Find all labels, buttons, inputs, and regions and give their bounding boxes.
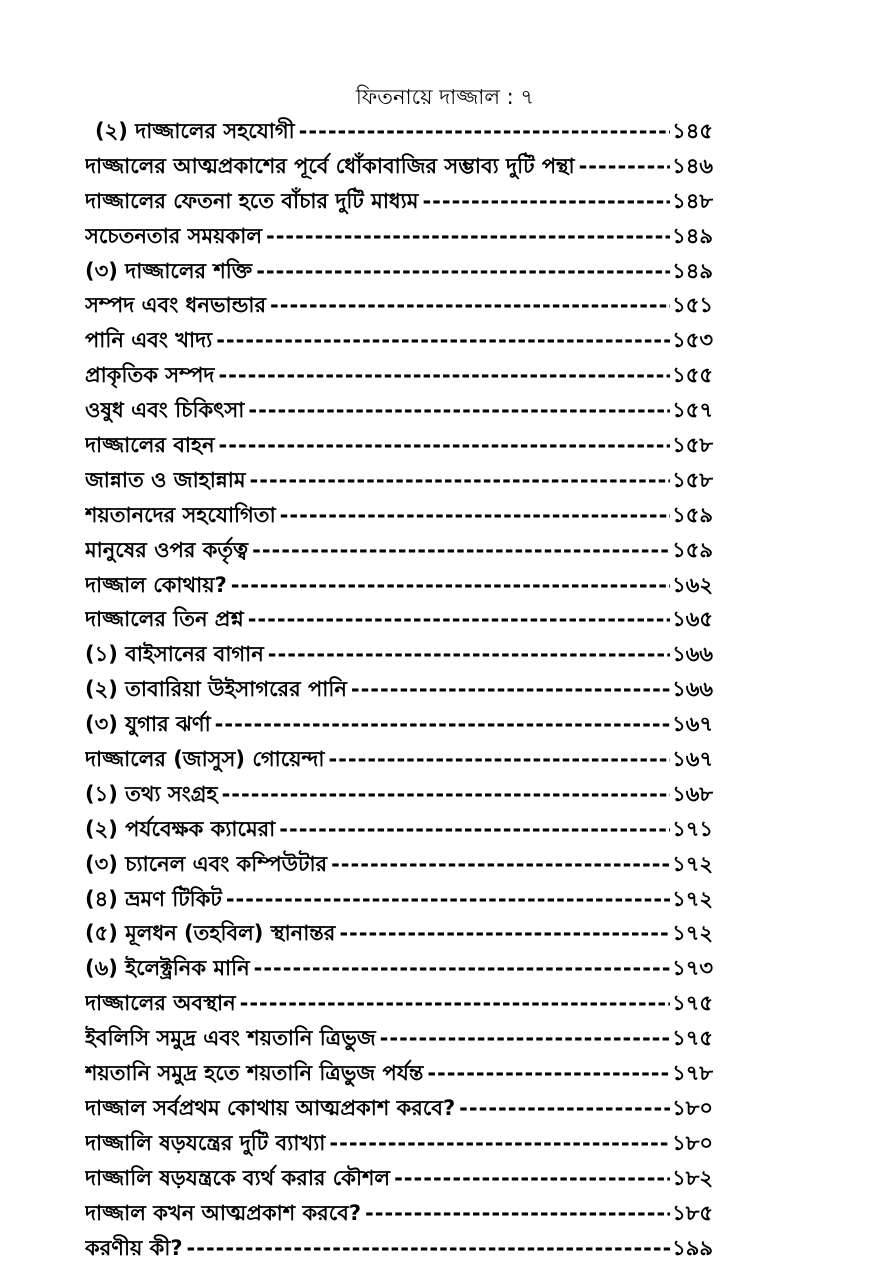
toc-entry-title: দাজ্জালের তিন প্রশ্ন <box>85 607 244 632</box>
toc-entry <box>85 672 713 707</box>
toc-entry <box>85 637 713 672</box>
toc-entry-title: সম্পদ এবং ধনভান্ডার <box>85 293 267 318</box>
toc-leader <box>339 916 670 951</box>
toc-entry <box>85 498 713 533</box>
toc-entry <box>85 602 713 637</box>
table-of-contents <box>85 114 713 1265</box>
toc-leader <box>279 812 670 847</box>
toc-entry-title: (২) পর্যবেক্ষক ক্যামেরা <box>85 816 276 841</box>
toc-entry <box>85 742 713 777</box>
toc-entry <box>85 1161 713 1196</box>
page-header: ফিতনায়ে দাজ্জাল : ৭ <box>355 85 535 109</box>
toc-leader <box>579 149 670 184</box>
toc-entry-page: ১৫৩ <box>672 328 713 353</box>
toc-leader <box>268 637 670 672</box>
toc-entry-page: ১৪৫ <box>672 119 713 143</box>
toc-leader <box>328 742 670 777</box>
toc-entry-title: (৫) মূলধন (তহবিল) স্থানান্তর <box>85 921 336 946</box>
toc-entry-page: ১৫৮ <box>672 433 713 458</box>
toc-leader <box>459 1091 670 1126</box>
toc-entry <box>85 533 713 568</box>
toc-leader <box>422 184 670 219</box>
toc-entry-page: ১৬৬ <box>672 642 713 667</box>
toc-leader <box>187 1231 671 1266</box>
toc-leader <box>380 1021 670 1056</box>
toc-entry <box>85 1091 713 1126</box>
toc-entry <box>85 916 713 951</box>
toc-entry-title: (১) বাইসানের বাগান <box>85 642 264 667</box>
toc-entry-title: জান্নাত ও জাহান্নাম <box>85 467 246 492</box>
toc-leader <box>215 707 670 742</box>
toc-entry <box>85 1056 713 1091</box>
toc-entry-page: ১৭২ <box>672 921 713 946</box>
toc-leader <box>250 463 671 498</box>
toc-leader <box>329 1126 670 1161</box>
toc-entry <box>85 184 713 219</box>
toc-entry <box>85 568 713 603</box>
toc-entry-title: (৩) চ্যানেল এবং কম্পিউটার <box>85 851 328 876</box>
toc-entry-title: দাজ্জালের (জাসুস) গোয়েন্দা <box>85 747 325 772</box>
toc-entry-page: ১৬২ <box>672 572 713 597</box>
toc-entry-title: দাজ্জাল সর্বপ্রথম কোথায় আত্মপ্রকাশ করবে? <box>85 1095 456 1120</box>
toc-entry-page: ১৭১ <box>672 816 713 841</box>
toc-entry-title: সচেতনতার সময়কাল <box>85 223 262 248</box>
toc-entry <box>85 463 713 498</box>
toc-entry <box>85 149 713 184</box>
toc-leader <box>240 986 670 1021</box>
toc-leader <box>331 847 670 882</box>
toc-entry-page: ১৪৯ <box>672 223 713 248</box>
toc-entry-page: ১৬৮ <box>672 781 713 806</box>
toc-entry-page: ১৭২ <box>672 886 713 911</box>
toc-entry-title: পানি এবং খাদ্য <box>85 328 213 353</box>
toc-leader <box>218 358 670 393</box>
toc-entry-title: দাজ্জালি ষড়যন্ত্রের দুটি ব্যাখ্যা <box>85 1130 326 1155</box>
toc-leader <box>256 254 670 289</box>
toc-entry-page: ১৫৯ <box>672 502 713 527</box>
toc-entry <box>85 323 713 358</box>
toc-entry-page: ১৬৭ <box>672 747 713 772</box>
toc-entry-title: (২) তাবারিয়া উইসাগরের পানি <box>85 677 347 702</box>
toc-entry-page: ১৬৬ <box>672 677 713 702</box>
toc-entry <box>85 1231 713 1266</box>
toc-entry-title: করণীয় কী? <box>85 1235 183 1260</box>
toc-entry-page: ১৫৯ <box>672 537 713 562</box>
toc-entry-page: ১৪৬ <box>672 153 713 178</box>
toc-entry <box>85 812 713 847</box>
toc-entry-title: (২) দাজ্জালের সহযোগী <box>95 119 295 143</box>
toc-leader <box>248 393 670 428</box>
toc-entry-title: (১) তথ্য সংগ্রহ <box>85 781 218 806</box>
toc-entry-page: ১৫৮ <box>672 467 713 492</box>
toc-entry <box>85 288 713 323</box>
toc-leader <box>394 1161 670 1196</box>
toc-entry-title: দাজ্জালি ষড়যন্ত্রকে ব্যর্থ করার কৌশল <box>85 1165 391 1190</box>
toc-entry <box>85 1021 713 1056</box>
toc-entry-page: ১৯৯ <box>672 1235 713 1260</box>
toc-entry-page: ১৮০ <box>672 1130 713 1155</box>
toc-entry-title: (৬) ইলেক্ট্রনিক মানি <box>85 956 250 981</box>
toc-entry-page: ১৭২ <box>672 851 713 876</box>
toc-entry-title: প্রাকৃতিক সম্পদ <box>85 363 215 388</box>
toc-entry-page: ১৮০ <box>672 1095 713 1120</box>
toc-entry-title: (৪) ভ্রমণ টিকিট <box>85 886 222 911</box>
toc-leader <box>280 498 670 533</box>
toc-entry <box>85 114 713 149</box>
toc-entry <box>85 358 713 393</box>
toc-entry-title: দাজ্জাল কখন আত্মপ্রকাশ করবে? <box>85 1200 362 1225</box>
toc-entry-page: ১৮২ <box>672 1165 713 1190</box>
toc-entry-page: ১৫৫ <box>672 363 713 388</box>
toc-leader <box>266 219 670 254</box>
toc-entry <box>85 393 713 428</box>
toc-leader <box>254 951 670 986</box>
toc-entry <box>85 986 713 1021</box>
toc-entry-title: ইবলিসি সমুদ্র এবং শয়তানি ত্রিভুজ <box>85 1026 376 1051</box>
toc-leader <box>248 602 670 637</box>
toc-entry-title: দাজ্জালের ফেতনা হতে বাঁচার দুটি মাধ্যম <box>85 188 419 213</box>
toc-leader <box>219 428 671 463</box>
toc-leader <box>299 114 670 149</box>
toc-leader <box>226 882 670 917</box>
toc-entry-page: ১৭৫ <box>672 991 713 1016</box>
toc-entry-title: মানুষের ওপর কর্তৃত্ব <box>85 537 249 562</box>
toc-entry-page: ১৭৩ <box>672 956 713 981</box>
toc-entry-page: ১৫১ <box>672 293 713 318</box>
toc-entry-title: (৩) দাজ্জালের শক্তি <box>85 258 253 283</box>
toc-leader <box>427 1056 670 1091</box>
toc-entry-page: ১৭৮ <box>672 1061 713 1086</box>
toc-leader <box>351 672 670 707</box>
toc-entry <box>85 1196 713 1231</box>
toc-entry-page: ১৪৯ <box>672 258 713 283</box>
toc-leader <box>222 777 671 812</box>
toc-entry-title: শয়তানদের সহযোগিতা <box>85 502 276 527</box>
toc-entry <box>85 882 713 917</box>
toc-entry <box>85 951 713 986</box>
toc-leader <box>270 288 670 323</box>
toc-entry <box>85 219 713 254</box>
toc-leader <box>365 1196 670 1231</box>
toc-entry <box>85 1126 713 1161</box>
toc-entry-title: দাজ্জালের অবস্থান <box>85 991 236 1016</box>
toc-entry-title: দাজ্জালের আত্মপ্রকাশের পূর্বে ধোঁকাবাজির সম্ভাব্য দুটি পন্থা <box>85 153 575 178</box>
toc-entry-page: ১৬৫ <box>672 607 713 632</box>
toc-entry <box>85 847 713 882</box>
toc-entry-page: ১৭৫ <box>672 1026 713 1051</box>
toc-entry-title: ওষুধ এবং চিকিৎসা <box>85 398 245 423</box>
toc-entry <box>85 254 713 289</box>
toc-entry <box>85 428 713 463</box>
toc-leader <box>231 568 670 603</box>
toc-entry-page: ১৪৮ <box>672 188 713 213</box>
toc-leader <box>216 323 670 358</box>
toc-entry <box>85 777 713 812</box>
toc-entry-title: দাজ্জালের বাহন <box>85 433 215 458</box>
toc-entry <box>85 707 713 742</box>
toc-entry-title: দাজ্জাল কোথায়? <box>85 572 227 597</box>
toc-leader <box>252 533 670 568</box>
toc-entry-page: ১৫৭ <box>672 398 713 423</box>
toc-entry-page: ১৬৭ <box>672 712 713 737</box>
toc-entry-title: শয়তানি সমুদ্র হতে শয়তানি ত্রিভুজ পর্যন্ত <box>85 1061 424 1086</box>
toc-entry-title: (৩) যুগার ঝর্ণা <box>85 712 211 737</box>
toc-entry-page: ১৮৫ <box>672 1200 713 1225</box>
